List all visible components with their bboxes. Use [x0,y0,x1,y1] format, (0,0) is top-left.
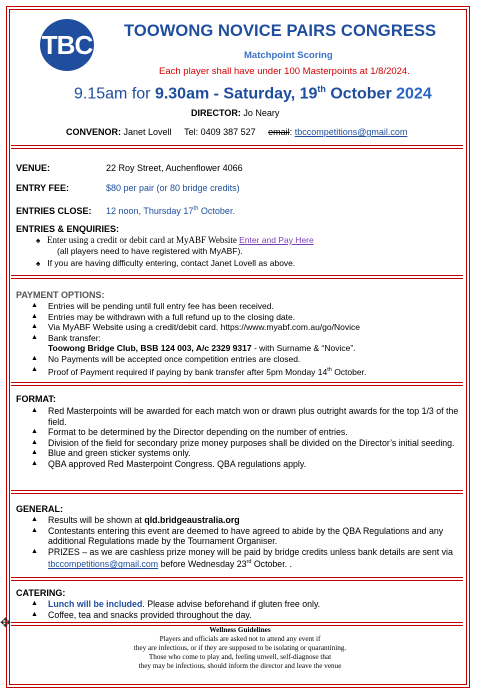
format-item: Format to be determined by the Director depending on the number of entries. [48,427,348,438]
close-date: 12 noon, Thursday 17 [106,206,194,216]
enquiries-line2 [36,258,295,268]
divider-2 [11,275,463,279]
list-item [30,427,470,438]
payment-label: PAYMENT OPTIONS: [16,290,105,300]
payment-list [30,301,450,377]
format-item: Blue and green sticker systems only. [48,448,191,459]
results-text: Results will be shown at [48,515,145,525]
list-item [30,515,470,526]
bullet-icon: ▲ [31,547,38,555]
list-item [30,448,470,459]
spade-icon: ♠ [36,259,41,268]
coffee-note: Coffee, tea and snacks provided throughout the day. [48,609,252,620]
bank-details: Toowong Bridge Club, BSB 124 003, A/c 2329 9317 [48,343,252,354]
list-item [30,459,470,470]
bullet-icon: ▲ [31,610,38,618]
proof-sup: th [327,366,332,373]
prizes-sup: rd [246,559,252,566]
venue-label: VENUE: [16,163,51,173]
payment-item: Bank transfer: [48,332,101,343]
prizes-text: PRIZES – as we are cashless prize money will be paid by bridge credits unless bank details are sent via [48,546,453,557]
payment-item: No Payments will be accepted once competition entries are closed. [48,353,301,364]
wellness-line: Those who come to play and, feeling unwell, self-diagnose that [148,653,332,661]
format-list [30,406,470,470]
close-month: October. [198,206,235,216]
email-link[interactable]: tbccompetitions@gmail.com [294,127,408,137]
bullet-icon: ▲ [31,407,38,414]
wellness-line: Players and officials are asked not to attend any event if [159,635,321,643]
wellness-line: they may be infectious, should inform the director and leave the venue [138,662,342,670]
wellness-guidelines [100,626,380,671]
time-sup: th [317,84,326,94]
proof-month: October. [331,366,367,377]
lunch-included: Lunch will be included [48,599,143,609]
director-name: Jo Neary [240,108,280,118]
format-item: QBA approved Red Masterpoint Congress. QBA regulations apply. [48,458,307,469]
list-item [30,312,450,323]
enquiries-text1: Enter using a credit or debit card at MyABF Website [47,235,240,245]
enquiries-line1b: (all players need to have registered with MyABF). [57,246,243,256]
wellness-line: they are infectious, or if they are supposed to be isolating or quarantining. [133,644,347,652]
prizes-month: October. . [251,559,292,570]
bullet-icon: ▲ [31,516,38,523]
bank-note: - with Surname & “Novice”. [251,343,356,354]
lunch-note: . Please advise beforehand if gluten free only. [142,599,321,609]
list-item [30,322,450,333]
payment-item: Via MyABF Website using a credit/debit card. https://www.myabf.com.au/go/Novice [48,322,360,333]
move-handle-icon[interactable]: ✥ [0,615,11,630]
club-logo [40,19,94,71]
entries-close-label: ENTRIES CLOSE: [16,206,92,216]
bullet-icon: ▲ [31,365,38,373]
logo-text: TBC [41,30,93,60]
list-item [30,599,460,610]
general-label: GENERAL: [16,504,63,514]
convenor-name: Janet Lovell [121,127,172,137]
list-item [30,406,470,427]
format-item: Red Masterpoints will be awarded for each match won or drawn plus outright awards for the top 1/3 of the field. [48,406,459,427]
divider-1 [11,145,463,149]
venue-value: 22 Roy Street, Auchenflower 4066 [106,163,243,173]
list-item [30,354,450,365]
bullet-icon: ▲ [31,323,38,331]
list-item [30,526,470,547]
time-main: 9.30am - Saturday, 19 [154,85,318,103]
catering-list [30,599,460,620]
enter-pay-link[interactable]: Enter and Pay Here [239,235,314,245]
enquiries-line1 [36,235,314,245]
format-label: FORMAT: [16,394,56,404]
bullet-icon: ▲ [31,526,38,534]
bullet-icon: ▲ [31,459,38,467]
enquiries-text2: If you are having difficulty entering, contact Janet Lovell as above. [47,258,296,268]
catering-label: CATERING: [16,588,66,598]
bullet-icon: ▲ [31,438,38,446]
proof-text: Proof of Payment required if paying by bank transfer after 5pm Monday 14 [48,366,328,377]
bullet-icon: ▲ [31,600,38,607]
bullet-icon: ▲ [31,354,38,362]
results-url: qld.bridgeaustralia.org [144,515,240,525]
page-title: TOOWONG NOVICE PAIRS CONGRESS [124,22,437,40]
bullet-icon: ▲ [31,449,38,457]
convenor-tel: Tel: 0409 387 527 [184,127,256,137]
divider-3 [11,382,463,386]
entry-fee-label: ENTRY FEE: [16,183,70,193]
event-time [74,84,432,103]
close-sup: th [193,206,199,212]
entry-fee-value: $80 per pair (or 80 bridge credits) [106,183,240,193]
spade-icon: ♠ [36,236,41,245]
entries-close-value [106,206,235,216]
email-label: email [268,127,290,137]
convenor-line: CONVENOR: Janet Lovell Tel: 0409 387 527 email: tbccompetitions@gmail.com [66,127,408,137]
director-label: DIRECTOR: [191,108,241,118]
general-list [30,515,470,570]
prizes-deadline: before Wednesday 23 [158,559,247,570]
director-line [191,108,279,118]
wellness-title: Wellness Guidelines [209,626,271,634]
list-item [30,333,450,354]
time-prefix: 9.15am for [74,85,155,103]
contestants-text: Contestants entering this event are deemed to have agreed to abide by the QBA Regulations and any additional Regulations made by the Tournament Organiser. [48,525,444,547]
time-month: October [325,85,397,103]
bullet-icon: ▲ [31,302,38,309]
bullet-icon: ▲ [31,333,38,341]
format-item: Division of the field for secondary prize money purposes shall be divided on the Director’s initial seeding. [48,437,455,448]
divider-5 [11,577,463,581]
masterpoints-note: Each player shall have under 100 Masterpoints at 1/8/2024. [159,66,410,77]
prizes-email-link[interactable]: tbccompetitions@gmail.com [48,559,159,570]
list-item [30,610,460,621]
list-item [30,301,450,312]
convenor-label: CONVENOR: [66,127,122,137]
time-year: 2024 [396,85,432,103]
payment-item: Entries will be pending until full entry fee has been received. [48,301,274,311]
scoring-subtitle: Matchpoint Scoring [244,50,333,61]
divider-4 [11,490,463,494]
bullet-icon: ▲ [31,428,38,436]
list-item [30,547,470,570]
payment-item: Entries may be withdrawn with a full refund up to the closing date. [48,311,296,322]
list-item [30,365,450,377]
list-item [30,438,470,449]
enquiries-label: ENTRIES & ENQUIRIES: [16,224,120,234]
bullet-icon: ▲ [31,312,38,320]
